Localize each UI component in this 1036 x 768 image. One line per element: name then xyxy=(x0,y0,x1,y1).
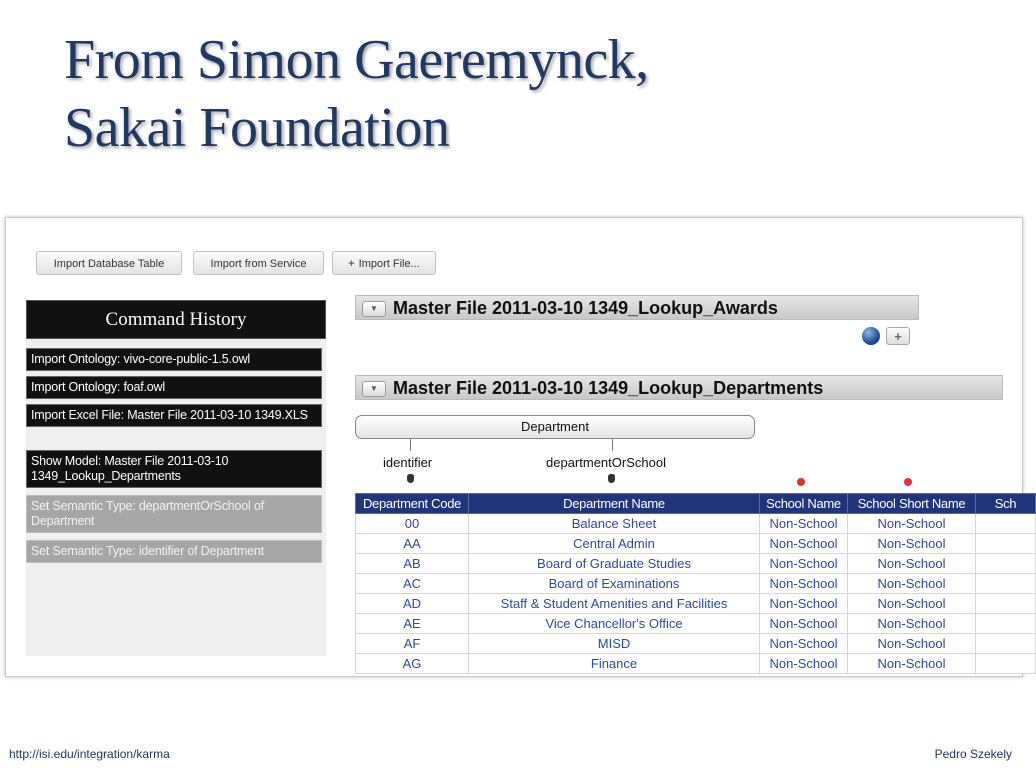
table-cell[interactable] xyxy=(976,554,1036,574)
table-cell[interactable] xyxy=(976,574,1036,594)
table-cell[interactable] xyxy=(976,534,1036,554)
chevron-down-icon[interactable]: ▼ xyxy=(362,381,386,397)
table-cell[interactable] xyxy=(976,594,1036,614)
table-cell[interactable]: Non-School xyxy=(760,514,848,534)
worksheet-title-departments: Master File 2011-03-10 1349_Lookup_Departments xyxy=(393,378,824,398)
footer-author: Pedro Szekely xyxy=(934,747,1012,761)
table-cell[interactable]: AD xyxy=(356,594,469,614)
table-cell[interactable]: Non-School xyxy=(760,594,848,614)
table-cell[interactable]: Non-School xyxy=(848,534,976,554)
table-cell[interactable]: Central Admin xyxy=(469,534,760,554)
table-cell[interactable]: Board of Examinations xyxy=(469,574,760,594)
table-cell[interactable] xyxy=(976,654,1036,674)
column-header[interactable]: School Short Name xyxy=(848,494,976,514)
table-cell[interactable]: Balance Sheet xyxy=(469,514,760,534)
column-header[interactable]: Department Code xyxy=(356,494,469,514)
worksheet-header-awards xyxy=(355,295,919,320)
table-cell[interactable]: AG xyxy=(356,654,469,674)
command-history-item[interactable]: Import Excel File: Master File 2011-03-10 1349.XLS xyxy=(26,404,322,427)
table-cell[interactable] xyxy=(976,634,1036,654)
command-history-item[interactable]: Set Semantic Type: departmentOrSchool of Department xyxy=(26,495,322,533)
table-row xyxy=(356,534,1036,554)
table-cell[interactable]: Staff & Student Amenities and Facilities xyxy=(469,594,760,614)
add-button[interactable]: + xyxy=(886,327,910,345)
worksheet-header-departments xyxy=(355,375,1003,400)
model-link-line xyxy=(612,439,613,451)
table-cell[interactable] xyxy=(976,514,1036,534)
command-history-panel xyxy=(26,300,326,656)
table-cell[interactable]: Non-School xyxy=(760,554,848,574)
table-row xyxy=(356,614,1036,634)
command-history-title: Command History xyxy=(26,300,326,339)
table-cell[interactable]: 00 xyxy=(356,514,469,534)
table-cell[interactable]: Non-School xyxy=(848,654,976,674)
table-cell[interactable]: Non-School xyxy=(848,634,976,654)
command-history-item[interactable]: Import Ontology: foaf.owl xyxy=(26,376,322,399)
table-cell[interactable]: AE xyxy=(356,614,469,634)
table-cell[interactable]: AB xyxy=(356,554,469,574)
table-row xyxy=(356,574,1036,594)
table-cell[interactable]: Non-School xyxy=(848,574,976,594)
command-history-item[interactable]: Import Ontology: vivo-core-public-1.5.owl xyxy=(26,348,322,371)
command-history-item[interactable]: Set Semantic Type: identifier of Department xyxy=(26,540,322,563)
table-cell[interactable]: Finance xyxy=(469,654,760,674)
table-cell[interactable]: AA xyxy=(356,534,469,554)
model-link-line xyxy=(410,439,411,451)
footer-url: http://isi.edu/integration/karma xyxy=(9,747,170,761)
table-cell[interactable]: Non-School xyxy=(760,614,848,634)
pin-icon xyxy=(608,474,615,483)
table-cell[interactable]: Non-School xyxy=(848,554,976,574)
table-cell[interactable]: Non-School xyxy=(760,534,848,554)
table-cell[interactable]: Non-School xyxy=(848,514,976,534)
model-class-node[interactable]: Department xyxy=(355,415,755,439)
karma-screenshot xyxy=(5,217,1023,677)
table-cell[interactable]: MISD xyxy=(469,634,760,654)
slide-title xyxy=(64,26,649,162)
table-row xyxy=(356,634,1036,654)
model-property-department[interactable]: departmentOrSchool xyxy=(546,455,666,470)
table-cell[interactable]: Non-School xyxy=(848,594,976,614)
table-cell[interactable]: Vice Chancellor's Office xyxy=(469,614,760,634)
table-cell[interactable]: AF xyxy=(356,634,469,654)
table-cell[interactable]: AC xyxy=(356,574,469,594)
table-row xyxy=(356,594,1036,614)
table-cell[interactable] xyxy=(976,614,1036,634)
column-header[interactable]: Sch xyxy=(976,494,1036,514)
import-file-button[interactable] xyxy=(332,251,436,275)
worksheet-title-awards: Master File 2011-03-10 1349_Lookup_Awards xyxy=(393,298,778,318)
import-database-table-button[interactable]: Import Database Table xyxy=(36,251,182,275)
globe-icon[interactable] xyxy=(862,327,880,345)
table-cell[interactable]: Non-School xyxy=(848,614,976,634)
worksheet-table xyxy=(355,493,1017,671)
pin-icon xyxy=(407,474,414,483)
table-cell[interactable]: Non-School xyxy=(760,574,848,594)
table-row xyxy=(356,554,1036,574)
model-property-identifier[interactable]: identifier xyxy=(383,455,433,470)
column-header[interactable]: Department Name xyxy=(469,494,760,514)
chevron-down-icon[interactable]: ▼ xyxy=(362,301,386,317)
table-cell[interactable]: Board of Graduate Studies xyxy=(469,554,760,574)
slide-title-line2: Sakai Foundation xyxy=(64,97,450,159)
table-cell[interactable]: Non-School xyxy=(760,654,848,674)
import-file-label: Import File... xyxy=(358,258,420,270)
table-row xyxy=(356,514,1036,534)
command-history-item[interactable]: Show Model: Master File 2011-03-10 1349_Lookup_Departments xyxy=(26,450,322,488)
table-cell[interactable]: Non-School xyxy=(760,634,848,654)
slide-title-line1: From Simon Gaeremynck, xyxy=(64,29,649,91)
column-header[interactable]: School Name xyxy=(760,494,848,514)
import-from-service-button[interactable]: Import from Service xyxy=(193,251,324,275)
unassigned-dot-icon[interactable] xyxy=(904,478,912,486)
plus-icon: + xyxy=(348,258,355,270)
table-row xyxy=(356,654,1036,674)
unassigned-dot-icon[interactable] xyxy=(797,478,805,486)
